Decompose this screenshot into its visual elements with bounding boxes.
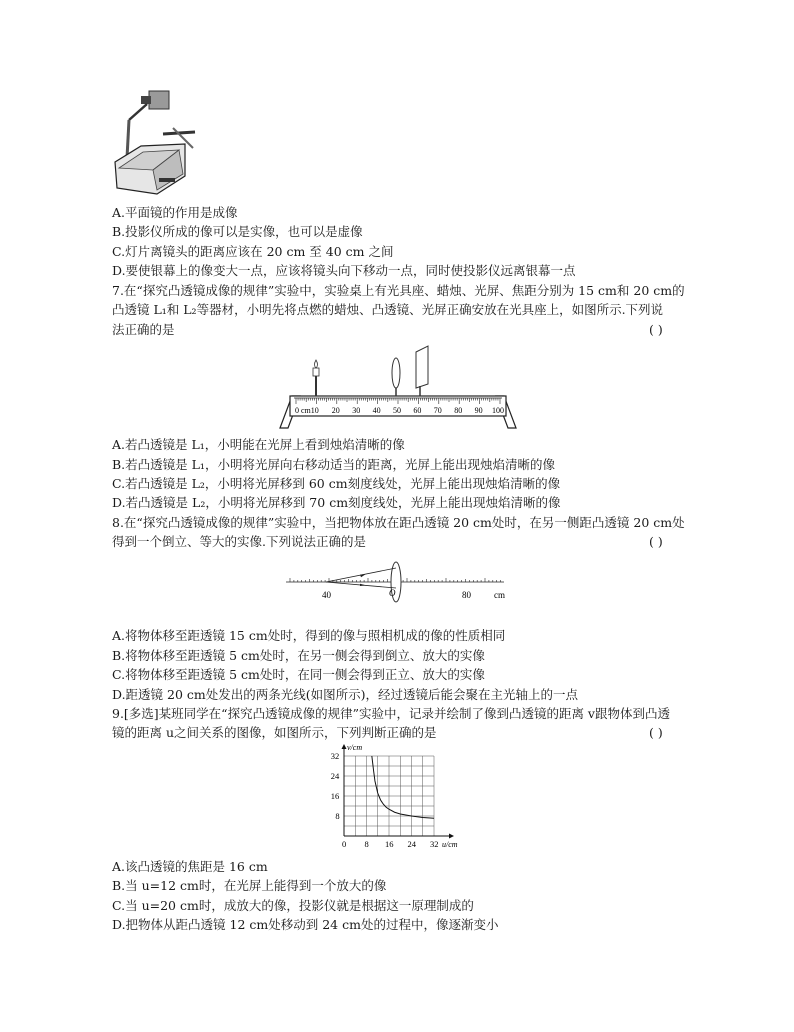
chart-y-axis-arrow	[342, 744, 347, 749]
q9-answer-paren: ( )	[649, 725, 663, 740]
bench-scale-label: 70	[433, 406, 442, 415]
q8-option-b: B.将物体移至距透镜 5 cm处时，在另一侧会得到倒立、放大的实像	[112, 648, 485, 663]
optical-bench-figure	[278, 338, 518, 430]
q7-option-a: A.若凸透镜是 L₁，小明能在光屏上看到烛焰清晰的像	[112, 437, 405, 452]
projector-option-d: D.要使银幕上的像变大一点，应该将镜头向下移动一点，同时使投影仪远离银幕一点	[112, 263, 576, 278]
chart-x-axis-arrow	[449, 834, 454, 839]
q8-option-d: D.距透镜 20 cm处发出的两条光线(如图所示)，经过透镜后能会聚在主光轴上的一点	[112, 687, 579, 702]
bench-scale-label: 90	[474, 406, 483, 415]
q9-option-d: D.把物体从距凸透镜 12 cm处移动到 24 cm处的过程中，像逐渐变小	[112, 917, 499, 932]
ray-label-40: 40	[322, 590, 331, 600]
q7-option-d: D.若凸透镜是 L₂，小明将光屏移到 70 cm刻度线处，光屏上能出现烛焰清晰的像	[112, 495, 561, 510]
chart-y-tick-label: 16	[330, 791, 340, 801]
q9-option-a: A.该凸透镜的焦距是 16 cm	[112, 859, 268, 874]
q8-stem-2: 得到一个倒立、等大的实像.下列说法正确的是	[112, 534, 366, 549]
chart-series-line	[372, 756, 434, 818]
lens-ray-figure	[282, 554, 522, 604]
bench-scale-label: 60	[413, 406, 422, 415]
bench-scale-label: 80	[454, 406, 463, 415]
projector-figure	[113, 86, 203, 198]
q7-stem-3: 法正确的是	[112, 322, 175, 337]
bench-scale-label: 40	[372, 406, 381, 415]
chart-y-tick-label: 24	[330, 771, 340, 781]
bench-scale-label: 20	[331, 406, 340, 415]
q8-option-a: A.将物体移至距透镜 15 cm处时，得到的像与照相机成的像的性质相同	[112, 628, 506, 643]
v-u-chart	[318, 742, 468, 860]
chart-y-tick-label: 32	[330, 751, 340, 761]
bench-scale-label: 0 cm10	[295, 406, 319, 415]
bench-scale-label: 100	[492, 406, 504, 415]
q7-stem-1: 7.在“探究凸透镜成像的规律”实验中，实验桌上有光具座、蜡烛、光屏、焦距分别为 15 cm和 20 cm的	[112, 283, 685, 298]
q8-answer-paren: ( )	[649, 534, 663, 549]
ray-label-80: 80	[462, 590, 471, 600]
q9-stem-1: 9.[多选]某班同学在“探究凸透镜成像的规律”实验中，记录并绘制了像到凸透镜的距离 v跟物体到凸透	[112, 706, 670, 721]
q7-option-c: C.若凸透镜是 L₂，小明将光屏移到 60 cm刻度线处，光屏上能出现烛焰清晰的像	[112, 476, 561, 491]
ray-label-cm: cm	[494, 590, 505, 600]
q8-stem-1: 8.在“探究凸透镜成像的规律”实验中，当把物体放在距凸透镜 20 cm处时，在另一侧距凸透镜 20 cm处	[112, 515, 685, 530]
bench-scale-label: 30	[352, 406, 361, 415]
q9-stem-2: 镜的距离 u之间关系的图像，如图所示，下列判断正确的是	[112, 725, 437, 740]
q9-option-c: C.当 u=20 cm时，成放大的像，投影仪就是根据这一原理制成的	[112, 898, 474, 913]
projector-option-b: B.投影仪所成的像可以是实像，也可以是虚像	[112, 224, 363, 239]
q9-option-b: B.当 u=12 cm时，在光屏上能得到一个放大的像	[112, 878, 387, 893]
bench-scale-label: 50	[393, 406, 401, 415]
chart-x-tick-label: 16	[385, 839, 394, 849]
chart-x-tick-label: 32	[430, 839, 439, 849]
projector-option-a: A.平面镜的作用是成像	[112, 205, 238, 220]
q7-option-b: B.若凸透镜是 L₁，小明将光屏向右移动适当的距离，光屏上能出现烛焰清晰的像	[112, 457, 555, 472]
chart-x-tick-label: 24	[407, 839, 416, 849]
chart-x-tick-label: 8	[364, 839, 369, 849]
ray-label-o: O	[389, 588, 396, 598]
q7-answer-paren: ( )	[649, 322, 663, 337]
chart-y-axis-label: v/cm	[347, 743, 363, 752]
projector-option-c: C.灯片离镜头的距离应该在 20 cm 至 40 cm 之间	[112, 244, 394, 259]
chart-y-tick-label: 8	[335, 811, 340, 821]
chart-x-tick-label: 0	[342, 839, 347, 849]
chart-x-axis-label: u/cm	[442, 840, 458, 849]
q8-option-c: C.将物体移至距透镜 5 cm处时，在同一侧会得到正立、放大的实像	[112, 667, 485, 682]
q7-stem-2: 凸透镜 L₁和 L₂等器材，小明先将点燃的蜡烛、凸透镜、光屏正确安放在光具座上，如图所示.下列说	[112, 302, 664, 317]
